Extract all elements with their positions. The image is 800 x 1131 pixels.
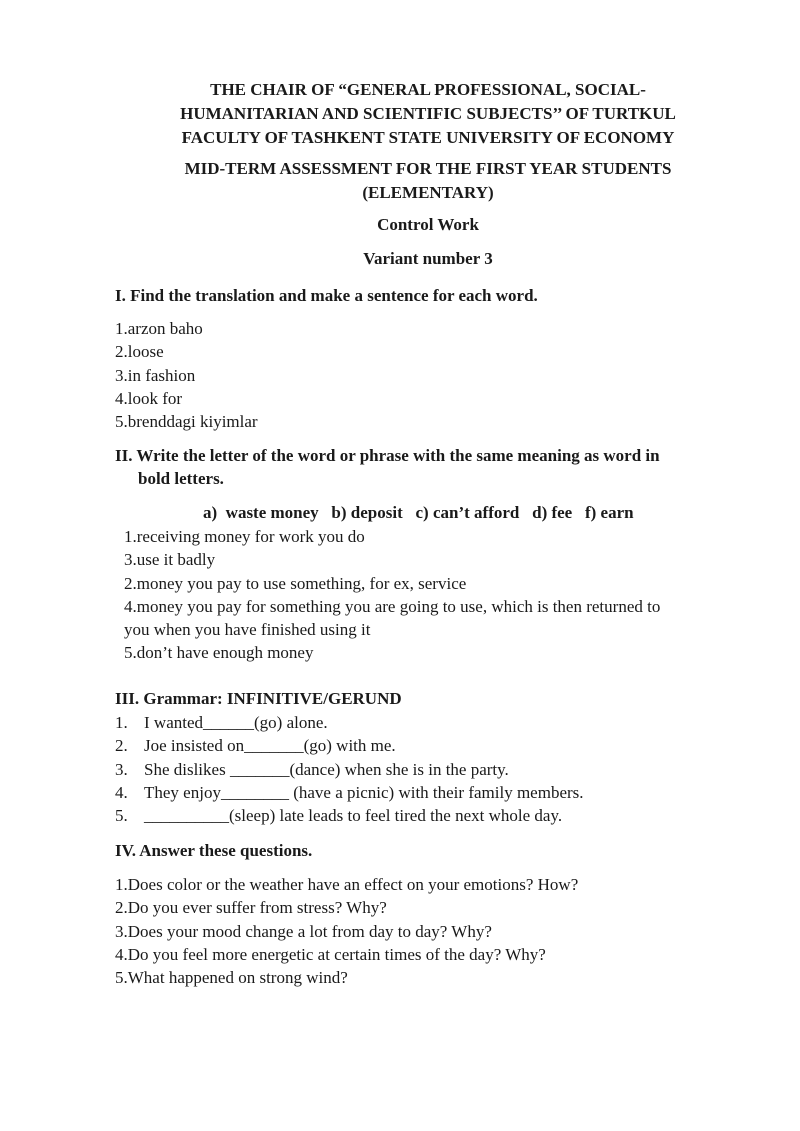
list-item	[115, 758, 584, 781]
assessment-title-line: MID-TERM ASSESSMENT FOR THE FIRST YEAR STUDENTS	[184, 159, 672, 178]
section-1-heading: I. Find the translation and make a sentence for each word.	[115, 286, 538, 305]
item-text: I wanted______(go) alone.	[144, 713, 328, 732]
section-3-heading: III. Grammar: INFINITIVE/GERUND	[115, 689, 402, 708]
list-item: 3.Does your mood change a lot from day to day? Why?	[115, 921, 492, 941]
item-number: 4.	[115, 782, 128, 802]
option: d) fee	[532, 503, 573, 522]
header-line: THE CHAIR OF “GENERAL PROFESSIONAL, SOCIAL-	[210, 80, 646, 99]
section-4-list	[115, 873, 578, 989]
assessment-title-line: (ELEMENTARY)	[362, 183, 494, 202]
list-item: you when you have finished using it	[124, 620, 371, 640]
list-item: 5.What happened on strong wind?	[115, 968, 348, 988]
item-text: __________(sleep) late leads to feel tired the next whole day.	[144, 806, 563, 826]
option: b) deposit	[331, 503, 403, 522]
list-item: 4.look for	[115, 388, 183, 408]
list-item	[115, 711, 584, 734]
section-3-list	[115, 711, 584, 827]
option: f) earn	[584, 503, 634, 522]
section-2-heading-line: II. Write the letter of the word or phrase with the same meaning as word in	[115, 446, 660, 465]
item-text: She dislikes _______(dance) when she is in the party.	[144, 759, 509, 779]
list-item: 1.receiving money for work you do	[124, 527, 365, 546]
list-item: 1.arzon baho	[115, 319, 203, 338]
answer-options	[203, 501, 634, 524]
section-1-list	[115, 317, 258, 433]
list-item: 2.Do you ever suffer from stress? Why?	[115, 898, 387, 918]
list-item: 2.money you pay to use something, for ex, service	[124, 573, 467, 593]
item-text: Joe insisted on_______(go) with me.	[144, 736, 396, 756]
list-item: 3.in fashion	[115, 365, 196, 385]
list-item: 5.don’t have enough money	[124, 643, 314, 663]
list-item: 5.brenddagi kiyimlar	[115, 412, 258, 432]
option: c) can’t afford	[415, 503, 520, 522]
item-number: 2.	[115, 736, 128, 756]
control-work-title: Control Work	[377, 215, 479, 234]
option: a) waste money	[203, 503, 319, 522]
section-4-heading: IV. Answer these questions.	[115, 841, 313, 860]
list-item	[115, 734, 584, 757]
assessment-title	[100, 157, 756, 205]
item-number: 5.	[115, 806, 128, 826]
header-line: HUMANITARIAN AND SCIENTIFIC SUBJECTS’’ OF TURTKUL	[180, 104, 676, 123]
list-item: 4.Do you feel more energetic at certain times of the day? Why?	[115, 944, 546, 964]
list-item: 1.Does color or the weather have an effect on your emotions? How?	[115, 875, 579, 894]
item-number: 3.	[115, 759, 128, 779]
item-text: They enjoy________ (have a picnic) with their family members.	[144, 782, 584, 802]
header-line: FACULTY OF TASHKENT STATE UNIVERSITY OF ECONOMY	[181, 128, 675, 147]
section-2-heading-line: bold letters.	[138, 469, 224, 488]
list-item	[115, 781, 584, 804]
institution-header	[100, 78, 756, 150]
list-item: 2.loose	[115, 342, 164, 362]
list-item: 4.money you pay for something you are going to use, which is then returned to	[124, 596, 661, 616]
variant-number: Variant number 3	[363, 249, 493, 268]
list-item: 3.use it badly	[124, 550, 216, 570]
section-2-heading	[115, 444, 660, 490]
list-item	[115, 804, 584, 827]
item-number: 1.	[115, 713, 128, 732]
section-2-list	[124, 525, 660, 665]
